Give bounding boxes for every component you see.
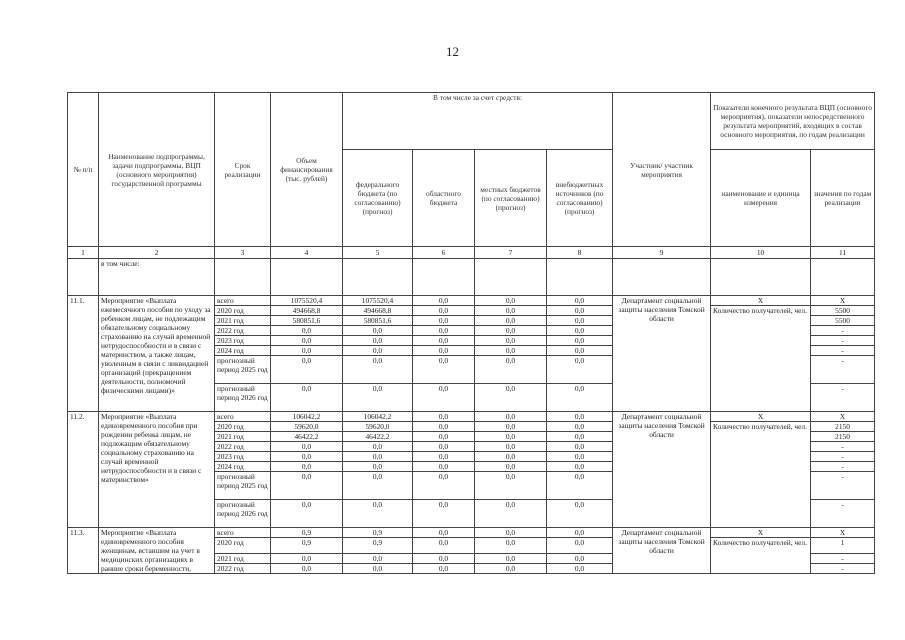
federal-cell: 580851,6: [343, 316, 413, 326]
local-cell: 0,0: [475, 384, 547, 412]
measure-name: Мероприятие «Выплата ежемесячного пособия по уходу за ребенком лицам, не подлежащим обязательному социальному страхованию на случай временной нетрудоспособности и в связи с материнством, а также лицам, уволенным в связи с ликвидацией организаций (прекращением деятельности, полномочий физическими лицами)»: [99, 296, 215, 412]
local-cell: 0,0: [475, 412, 547, 422]
indicator-value-cell: -: [811, 356, 875, 384]
extra-cell: 0,0: [547, 442, 613, 452]
indicator-value-cell: -: [811, 500, 875, 528]
period-cell: 2020 год: [215, 422, 271, 432]
incl-row: [68, 259, 875, 296]
federal-cell: 0,0: [343, 346, 413, 356]
indicator-value-cell: -: [811, 554, 875, 564]
incl-text: в том числе:: [99, 259, 215, 296]
indicator-value-cell: -: [811, 336, 875, 346]
measure-participant: Департамент социальной защиты населения Томской области: [613, 296, 711, 412]
period-cell: прогнозный период 2025 год: [215, 356, 271, 384]
period-cell: 2022 год: [215, 564, 271, 574]
measure-participant: Департамент социальной защиты населения Томской области: [613, 528, 711, 574]
period-cell: 2021 год: [215, 432, 271, 442]
indicator-value-cell: 5500: [811, 306, 875, 316]
header-num: № п/п: [68, 93, 99, 247]
col-number: 2: [99, 247, 215, 259]
period-cell: 2022 год: [215, 326, 271, 336]
extra-cell: 0,0: [547, 528, 613, 538]
indicator-value-cell: -: [811, 472, 875, 500]
volume-cell: 0,0: [271, 452, 343, 462]
period-cell: 2022 год: [215, 442, 271, 452]
regional-cell: 0,0: [413, 296, 475, 306]
regional-cell: 0,0: [413, 326, 475, 336]
regional-cell: 0,0: [413, 564, 475, 574]
federal-cell: 0,0: [343, 472, 413, 500]
col-number: 11: [811, 247, 875, 259]
period-cell: 2020 год: [215, 306, 271, 316]
regional-cell: 0,0: [413, 554, 475, 564]
local-cell: 0,0: [475, 500, 547, 528]
extra-cell: 0,0: [547, 412, 613, 422]
indicator-value-cell: -: [811, 346, 875, 356]
local-cell: 0,0: [475, 452, 547, 462]
federal-cell: 0,0: [343, 500, 413, 528]
regional-cell: 0,0: [413, 472, 475, 500]
local-cell: 0,0: [475, 306, 547, 316]
local-cell: 0,0: [475, 564, 547, 574]
local-cell: 0,0: [475, 316, 547, 326]
header-incl: В том числе за счет средств:: [343, 93, 613, 150]
volume-cell: 0,0: [271, 346, 343, 356]
volume-cell: 0,0: [271, 554, 343, 564]
header-name: Наименование подпрограммы, задачи подпрограммы, ВЦП (основного мероприятия) государственной программы: [99, 93, 215, 247]
period-cell: прогнозный период 2025 год: [215, 472, 271, 500]
volume-cell: 0,9: [271, 528, 343, 538]
local-cell: 0,0: [475, 528, 547, 538]
regional-cell: 0,0: [413, 336, 475, 346]
measure-name: Мероприятие «Выплата единовременного пособия при рождении ребенка лицам, не подлежащим обязательному социальному страхованию на случай временной нетрудоспособности и в связи с материнством»: [99, 412, 215, 528]
federal-cell: 0,0: [343, 356, 413, 384]
extra-cell: 0,0: [547, 462, 613, 472]
indicator-x-cell: X: [711, 528, 811, 538]
local-cell: 0,0: [475, 554, 547, 564]
extra-cell: 0,0: [547, 384, 613, 412]
period-cell: всего: [215, 412, 271, 422]
indicator-value-cell: X: [811, 528, 875, 538]
indicator-value-cell: X: [811, 296, 875, 306]
volume-cell: 106042,2: [271, 412, 343, 422]
period-cell: всего: [215, 528, 271, 538]
volume-cell: 0,9: [271, 538, 343, 554]
local-cell: 0,0: [475, 346, 547, 356]
federal-cell: 0,0: [343, 452, 413, 462]
col-number: 3: [215, 247, 271, 259]
measure-num: 11.3.: [68, 528, 99, 574]
volume-cell: 494668,8: [271, 306, 343, 316]
indicator-name-cell: Количество получателей, чел.: [711, 306, 811, 412]
local-cell: 0,0: [475, 442, 547, 452]
local-cell: 0,0: [475, 356, 547, 384]
regional-cell: 0,0: [413, 452, 475, 462]
federal-cell: 0,0: [343, 442, 413, 452]
indicator-x-cell: X: [711, 296, 811, 306]
federal-cell: 0,0: [343, 326, 413, 336]
regional-cell: 0,0: [413, 306, 475, 316]
col-number: 4: [271, 247, 343, 259]
extra-cell: 0,0: [547, 306, 613, 316]
header-participant: Участник/ участник мероприятия: [613, 93, 711, 247]
col-number: 5: [343, 247, 413, 259]
regional-cell: 0,0: [413, 356, 475, 384]
local-cell: 0,0: [475, 422, 547, 432]
col-number: 9: [613, 247, 711, 259]
volume-cell: 0,0: [271, 500, 343, 528]
measure-participant: Департамент социальной защиты населения Томской области: [613, 412, 711, 528]
volume-cell: 0,0: [271, 336, 343, 346]
extra-cell: 0,0: [547, 538, 613, 554]
indicator-x-cell: X: [711, 412, 811, 422]
federal-cell: 0,9: [343, 528, 413, 538]
indicator-value-cell: -: [811, 462, 875, 472]
indicator-value-cell: X: [811, 412, 875, 422]
regional-cell: 0,0: [413, 422, 475, 432]
local-cell: 0,0: [475, 472, 547, 500]
regional-cell: 0,0: [413, 384, 475, 412]
extra-cell: 0,0: [547, 564, 613, 574]
regional-cell: 0,0: [413, 346, 475, 356]
period-cell: 2024 год: [215, 346, 271, 356]
regional-cell: 0,0: [413, 442, 475, 452]
volume-cell: 580851,6: [271, 316, 343, 326]
regional-cell: 0,0: [413, 500, 475, 528]
local-cell: 0,0: [475, 336, 547, 346]
column-numbers-row: [68, 247, 875, 259]
extra-cell: 0,0: [547, 422, 613, 432]
header-regional: областного бюджета: [413, 150, 475, 247]
header-extra: внебюджетных источников (по согласованию) (прогноз): [547, 150, 613, 247]
col-number: 8: [547, 247, 613, 259]
extra-cell: 0,0: [547, 500, 613, 528]
volume-cell: 1075520,4: [271, 296, 343, 306]
page-number: 12: [446, 44, 459, 59]
volume-cell: 0,0: [271, 564, 343, 574]
extra-cell: 0,0: [547, 346, 613, 356]
extra-cell: 0,0: [547, 554, 613, 564]
regional-cell: 0,0: [413, 412, 475, 422]
measure-row: [68, 296, 875, 306]
indicator-value-cell: -: [811, 564, 875, 574]
measure-num: 11.2.: [68, 412, 99, 528]
period-cell: 2021 год: [215, 554, 271, 564]
federal-cell: 0,0: [343, 554, 413, 564]
extra-cell: 0,0: [547, 336, 613, 346]
volume-cell: 0,0: [271, 326, 343, 336]
period-cell: 2023 год: [215, 336, 271, 346]
indicator-value-cell: -: [811, 326, 875, 336]
local-cell: 0,0: [475, 326, 547, 336]
federal-cell: 1075520,4: [343, 296, 413, 306]
extra-cell: 0,0: [547, 326, 613, 336]
volume-cell: 0,0: [271, 472, 343, 500]
volume-cell: 0,0: [271, 384, 343, 412]
regional-cell: 0,0: [413, 538, 475, 554]
header-term: Срок реализации: [215, 93, 271, 247]
extra-cell: 0,0: [547, 452, 613, 462]
period-cell: всего: [215, 296, 271, 306]
financing-table: [67, 92, 875, 574]
indicator-value-cell: 2150: [811, 432, 875, 442]
header-ind-name: наименование и единица измерения: [711, 150, 811, 247]
header-local: местных бюджетов (по согласованию) (прогноз): [475, 150, 547, 247]
regional-cell: 0,0: [413, 432, 475, 442]
measure-num: 11.1.: [68, 296, 99, 412]
federal-cell: 106042,2: [343, 412, 413, 422]
volume-cell: 0,0: [271, 462, 343, 472]
period-cell: 2020 год: [215, 538, 271, 554]
measure-name: Мероприятие «Выплата единовременного пособия женщинам, вставшим на учет в медицинских организациях в ранние сроки беременности,: [99, 528, 215, 574]
local-cell: 0,0: [475, 462, 547, 472]
federal-cell: 46422,2: [343, 432, 413, 442]
volume-cell: 46422,2: [271, 432, 343, 442]
indicator-value-cell: 5500: [811, 316, 875, 326]
federal-cell: 0,0: [343, 462, 413, 472]
measure-row: [68, 412, 875, 422]
period-cell: 2021 год: [215, 316, 271, 326]
volume-cell: 59620,0: [271, 422, 343, 432]
col-number: 10: [711, 247, 811, 259]
period-cell: прогнозный период 2026 год: [215, 500, 271, 528]
volume-cell: 0,0: [271, 442, 343, 452]
regional-cell: 0,0: [413, 316, 475, 326]
extra-cell: 0,0: [547, 356, 613, 384]
indicator-value-cell: 1: [811, 538, 875, 554]
header-federal: федерального бюджета (по согласованию) (прогноз): [343, 150, 413, 247]
extra-cell: 0,0: [547, 432, 613, 442]
period-cell: 2023 год: [215, 452, 271, 462]
local-cell: 0,0: [475, 432, 547, 442]
col-number: 7: [475, 247, 547, 259]
indicator-value-cell: -: [811, 384, 875, 412]
indicator-name-cell: Количество получателей, чел.: [711, 422, 811, 528]
federal-cell: 494668,8: [343, 306, 413, 316]
extra-cell: 0,0: [547, 316, 613, 326]
volume-cell: 0,0: [271, 356, 343, 384]
federal-cell: 0,0: [343, 564, 413, 574]
federal-cell: 59620,0: [343, 422, 413, 432]
period-cell: 2024 год: [215, 462, 271, 472]
col-number: 1: [68, 247, 99, 259]
federal-cell: 0,9: [343, 538, 413, 554]
measure-row: [68, 528, 875, 538]
indicator-value-cell: -: [811, 442, 875, 452]
local-cell: 0,0: [475, 296, 547, 306]
extra-cell: 0,0: [547, 296, 613, 306]
indicator-name-cell: Количество получателей, чел.: [711, 538, 811, 574]
local-cell: 0,0: [475, 538, 547, 554]
indicator-value-cell: 2150: [811, 422, 875, 432]
header-volume: Объем финансирования (тыс. рублей): [271, 93, 343, 247]
federal-cell: 0,0: [343, 336, 413, 346]
col-number: 6: [413, 247, 475, 259]
header-indicators: Показатели конечного результата ВЦП (основного мероприятия), показатели непосредственного результата мероприятий, входящих в состав основного мероприятия, по годам реализации: [711, 93, 875, 150]
header-ind-values: значения по годам реализации: [811, 150, 875, 247]
extra-cell: 0,0: [547, 472, 613, 500]
federal-cell: 0,0: [343, 384, 413, 412]
indicator-value-cell: -: [811, 452, 875, 462]
period-cell: прогнозный период 2026 год: [215, 384, 271, 412]
regional-cell: 0,0: [413, 528, 475, 538]
regional-cell: 0,0: [413, 462, 475, 472]
